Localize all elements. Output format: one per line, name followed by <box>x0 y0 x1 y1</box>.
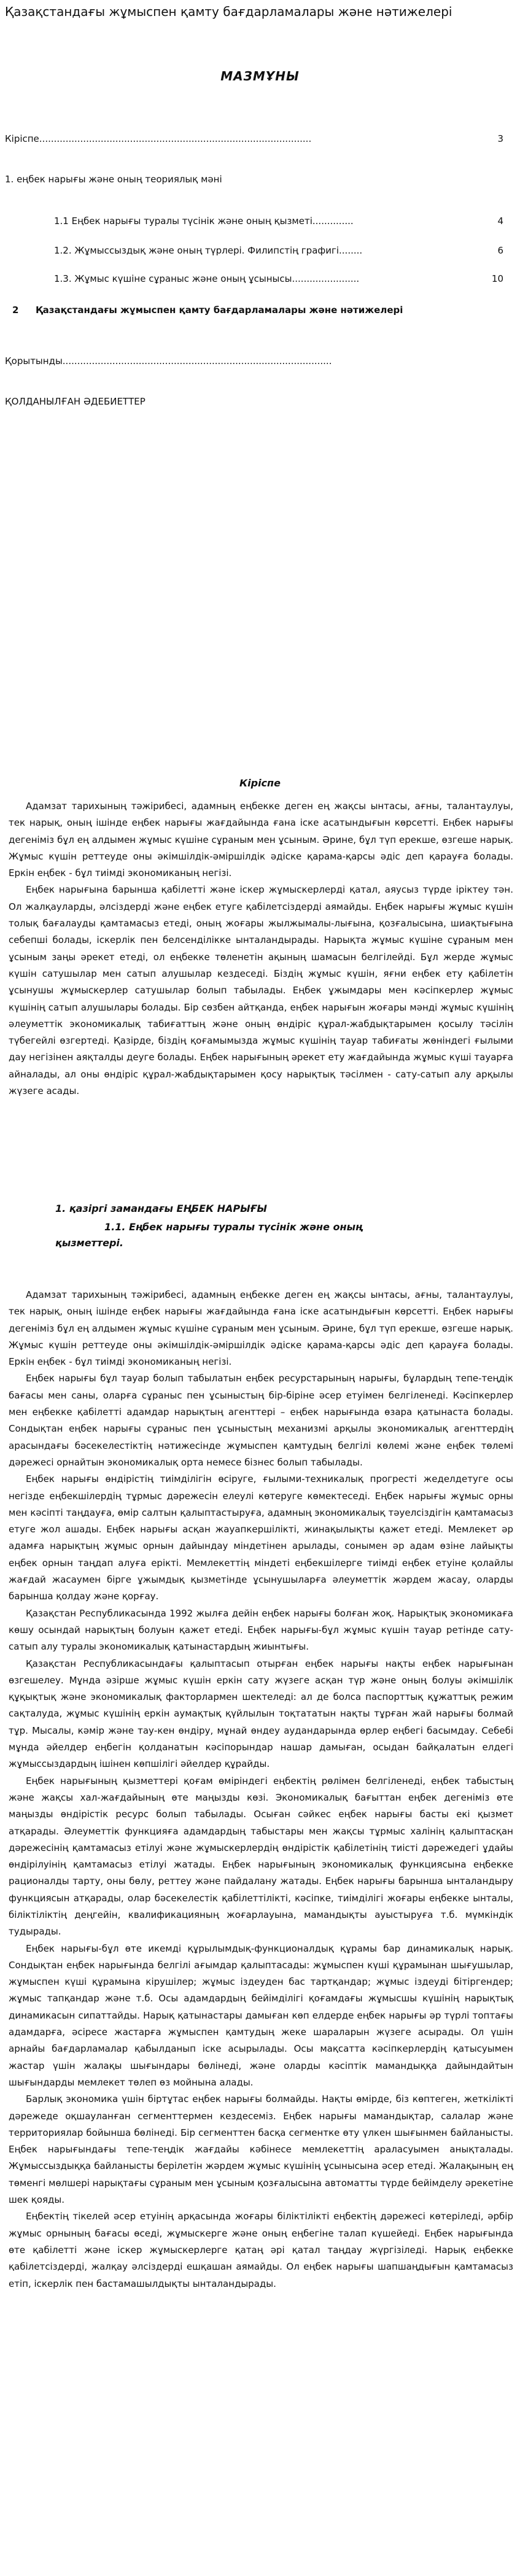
body-paragraph: Еңбек нарығының қызметтері қоғам өміріндегі еңбектің рөлімен белгіленеді, еңбек табыстың және жақсы хал-жағдайының өте маңызды көзі. Экономикалық бағыттан еңбек дегеніміз өте маңызды өндірістік ресурс болып табылады. Осыған сәйкес еңбек нарығы басты екі қызмет атқарады. Әлеуметтік функцияға адамдардың табыстары мен жақсы тұрмыс халінің қалыптасқан дәрежесінің қамтамасыз етілуі және жұмыскерлердің өндірістік қабілетінің тиісті дәрежедегі ұдайы өндірілуінің қамтамасыз етілуі жатады. Еңбек нарығының экономикалық функциясына еңбекке рационалды тарту, оны бөлу, реттеу және пайдалану жатады. Еңбек нарығы барынша ынталандыру функциясын атқарады, олар бәсекелестік қабілеттілікті, кәсіпке, тиімділігі жоғары еңбекке ынталы, біліктіліктің деңгейін, квалификацияның жоғарлауына, мамандықты ауыстыруға т.б. мүмкіндік тудырады. <box>9 1775 513 1938</box>
toc-item-section1[interactable]: 1. еңбек нарығы және оның теориялық мәні <box>5 174 222 185</box>
body-paragraph: Еңбек нарығы-бұл өте икемді құрылымдық-функционалдық құрамы бар динамикалық нарық. Сондықтан еңбек нарығында белгілі ағымдар қалыптасады: жұмыспен күші құрамынан шығушылар, жұмыспен күші құрамына кірушілер; жұмыс іздеуден бас тартқандар; жұмыс іздеуді бітіргендер; жұмыс тапқандар және т.б. Осы адамдардың бейімділігі қоғамдағы жұмысшы күшінің нарықтық динамикасын сипаттайды. Нарық қатынастары дамыған көп елдерде еңбек нарығы әр түрлі топтағы адамдарға, әсіресе жастарға жұмыспен қамтудың жеке шараларын жүзеге асырады. Ол үшін арнайы бағдарламалар қабылданып іске асырылады. Осы мақсатта кәсіпкерлердің қатысуымен жастар үшін жалақы шығындары бөлінеді, және оларды кәсіптік мамандыққа дайындайтын шығындарды мемлекет төлеп өз мойнына алады. <box>9 1942 513 2088</box>
toc-item-intro[interactable]: Кіріспе............................................................................................. <box>5 133 312 144</box>
toc-item-1-1[interactable]: 1.1 Еңбек нарығы туралы түсінік және оның қызметі.............. <box>54 215 354 227</box>
body-paragraph: Еңбек нарығы өндірістің тиімділігін өсіруге, ғылыми-техникалық прогресті жеделдетуге осы негізде еңбекшілердің тұрмыс дәрежесін елеулі көтеруге көмектеседі. Еңбек нарығы жұмыс орны мен кәсіпті таңдауға, өмір салтын қалыптастыруға, адамның экономикалық тәуелсіздігін қамтамасыз етуге жол ашады. Еңбек нарығы асқан жауапкершілікті, жинақылықты қажет етеді. Мемлекет әр адамға нарықтың жұмыс орнын дайындау міндетінен арылады, сонымен әр адам өзіне лайықты еңбек орнын таңдап алуға ерікті. Мемлекеттің міндеті еңбекшілерге тиімді еңбек етуіне қолайлы жағдай жасаумен бірге ұжымдық қызметінде ұсынушыларға әлеуметтік жәрдем жасау, оларды барынша қолдау және қорғау. <box>9 1473 513 1602</box>
body-paragraph: Қазақстан Республикасындағы қалыптасып отырған еңбек нарығы нақты еңбек нарығынан өзгешелеу. Мұнда әзірше жұмыс күшін еркін сату жүзеге асқан түр және оның болуы әкімшілік құқықтық және экономикалық факторлармен шектеледі: ал де болса паспорттық құжаттық режим сақталуда, жұмыс күшінің еркін аумақтық қүйлылын тоқтататын нақты тұрған жай нарығы болмай тұр. Мысалы, кәмір және тау-кен өндіру, мұнай өндеу аудандарында өрлер еңбегі басымдау. Себебі мұнда әйелдер еңбегін қолданатын кәсіпорындар нашар дамыған, осыдан байқалатын елдегі жұмыссыздардың ішінен көпшілігі әйелдер құрайды. <box>9 1658 513 1770</box>
toc-section2-label: Қазақстандағы жұмыспен қамту бағдарламалары және нәтижелері <box>36 305 403 316</box>
subsection-heading: 1.1. Еңбек нарығы туралы түсінік және оның қызметтері. <box>55 1221 363 1249</box>
intro-heading: Кіріспе <box>239 777 281 789</box>
toc-page-number: 4 <box>497 215 503 227</box>
body-paragraph: Барлық экономика үшін біртұтас еңбек нарығы болмайды. Нақты өмірде, біз көптеген, жеткілікті дәрежеде оқшауланған сегменттермен кездесеміз. Еңбек нарығы мамандықтар, салалар және территориялар бойынша бөлінеді. Бір сегменттен басқа сегментке өту үлкен шығынмен байланысты. Еңбек нарығындағы тепе-теңдік жағдайы кәбінесе мемлекеттің араласуымен анықталады. Жұмыссыздыққа байланысты берілетін жәрдем жұмыс күшінің ұсынысына әсер етеді. Жалақының ең төменгі мөлшері нарықтағы сұраным мен ұсыным қозғалысына автоматты түрде бейімделу әрекетіне шек қояды. <box>9 2093 513 2206</box>
section-heading: 1. қазіргі замандағы ЕҢБЕК НАРЫҒЫ <box>55 1203 267 1214</box>
body-paragraph: Еңбектің тікелей әсер етуінің арқасында жоғары біліктілікті еңбектің дәрежесі көтеріледі, әрбір жұмыс орнының бағасы өседі, жұмыскерге және оның еңбегіне талап күшейеді. Еңбек нарығында өте қабілетті және іскер жұмыскерлерге қатаң әрі қатал таңдау жүргізіледі. Нарық еңбекке қабілетсіздерді, жалқау әлсіздерді ешқашан аямайды. Ол еңбек нарығы шапшаңдығын қамтамасыз етіп, іскерлік пен бастамашылдықты ынталандырады. <box>9 2211 513 2289</box>
toc-item-section2[interactable] <box>12 303 417 317</box>
toc-item-references[interactable]: ҚОЛДАНЫЛҒАН ӘДЕБИЕТТЕР <box>5 396 146 407</box>
toc-section-number: 2 <box>12 305 19 316</box>
toc-item-1-3[interactable]: 1.3. Жұмыс күшіне сұраныс және оның ұсынысы....................... <box>54 273 360 284</box>
toc-heading: МАЗМҰНЫ <box>220 69 300 83</box>
document-title: Қазақстандағы жұмыспен қамту бағдарламалары және нәтижелері <box>5 4 452 19</box>
intro-paragraph: Адамзат тарихының тәжірибесі, адамның еңбекке деген ең жақсы ынтасы, ағны, талантаулуы, тек нарық, оның ішінде еңбек нарығы жағдайында ғана іске асатындығын көрсетті. Еңбек нарығы дегеніміз бұл ең алдымен жұмыс күшіне сұраным мен ұсыным. Әрине, бұл түп ерекше, өзгеше нарық. Жұмыс күшін реттеуде оны әкімшілдік-әміршілдік әдіске қарама-қарсы әдіс деп қарауға болады. Еркін еңбек - бұл тиімді экономиканың негізі. <box>9 801 513 879</box>
toc-item-conclusion[interactable]: Қорытынды............................................................................................ <box>5 355 332 367</box>
body-paragraph: Қазақстан Республикасында 1992 жылға дейін еңбек нарығы болған жоқ. Нарықтық экономикаға көшу осындай нарықтың болуын қажет етеді. Еңбек нарығы-бұл жұмыс күшін тауар ретінде сату-сатып алу туралы экономикалық қатынастардың жиынтығы. <box>9 1607 513 1653</box>
intro-text <box>9 798 513 1100</box>
body-paragraph: Адамзат тарихының тәжірибесі, адамның еңбекке деген ең жақсы ынтасы, ағны, талантаулуы, тек нарық, оның ішінде еңбек нарығы жағдайында ғана іске асатындығын көрсетті. Еңбек нарығы дегеніміз бұл ең алдымен жұмыс күшіне сұраным мен ұсыным. Әрине, бұл түп ерекше, өзгеше нарық. Жұмыс күшін реттеуде оны әкімшілдік-әміршілдік әдіске қарама-қарсы әдіс деп қарауға болады. Еркін еңбек - бұл тиімді экономиканың негізі. <box>9 1289 513 1368</box>
toc-page-number: 10 <box>491 273 503 284</box>
body-paragraph: Еңбек нарығы бұл тауар болып табылатын еңбек ресурстарының нарығы, бұлардың тепе-теңдік бағасы мен саны, оларға сұраныс пен ұсыныстың бір-біріне әсер етуімен белгіленеді. Кәсіпкерлер мен еңбекке қабілетті адамдар нарықтың агенттері – еңбек нарығында өзара қатынаста болады. Сондықтан еңбек нарығы сұраныс пен ұсыныстың механизмі арқылы экономикалық агенттердің арасындағы бәсекелестіктің нәтижесінде жұмыспен қамтудың белгілі көлемі және еңбек төлемі дәрежесі орнайтын экономикалық орта немесе бізнес болып табылады. <box>9 1373 513 1468</box>
toc-page-number: 3 <box>497 133 503 144</box>
toc-item-1-2[interactable]: 1.2. Жұмыссыздық және оның түрлері. Филипстің графигі........ <box>54 245 363 256</box>
intro-paragraph: Еңбек нарығына барынша қабілетті және іскер жұмыскерлерді қатал, аяусыз түрде іріктеу тән. Ол жалқауларды, әлсіздерді және еңбек етуге қабілетсіздерді аямайды. Еңбек нарығы жұмыс күшін толық бағалауды қамтамасыз етеді, оның жоғары жылжымалы-лығына, қозғалысына, шиақтығына себепші болады, іскерлік пен белсенділікке ынталандырады. Нарықта жұмыс күшіне сұраным мен ұсыным заңы әрекет етеді, ол еңбекке төленетін ақының шамасын белгілейді. Бұл жерде жұмыс күшін сатушылар мен сатып алушылар кездеседі. Біздің жұмыс күшін, яғни еңбек ету қабілетін ұсынушы жұмыскерлер сатушылар болып табылады. Еңбек ұжымдары мен кәсіпкерлер жұмыс күшінің сатып алушылары болады. Бір сөзбен айтқанда, еңбек нарығын жоғары мәнді жұмыс күшінің әлеуметтік экономикалық табиғаттың және оның өндіріс құрал-жабдықтарымен қосылу тәсілін түбегейлі өзгертеді. Қазірде, біздің қоғамымызда жұмыс күшінің тауар табиғаты жөніндегі ғылыми дау негізінен аяқталды деуге болады. Еңбек нарығының әрекет ету жағдайында жұмыс күші тауарға айналады, ал оны өндіріс құрал-жабдықтарымен қосу нарықтық тәсілмен - сату-сатып алу арқылы жүзеге асады. <box>9 884 513 1097</box>
section1-text <box>9 1287 513 2292</box>
toc-page-number: 6 <box>497 245 503 256</box>
